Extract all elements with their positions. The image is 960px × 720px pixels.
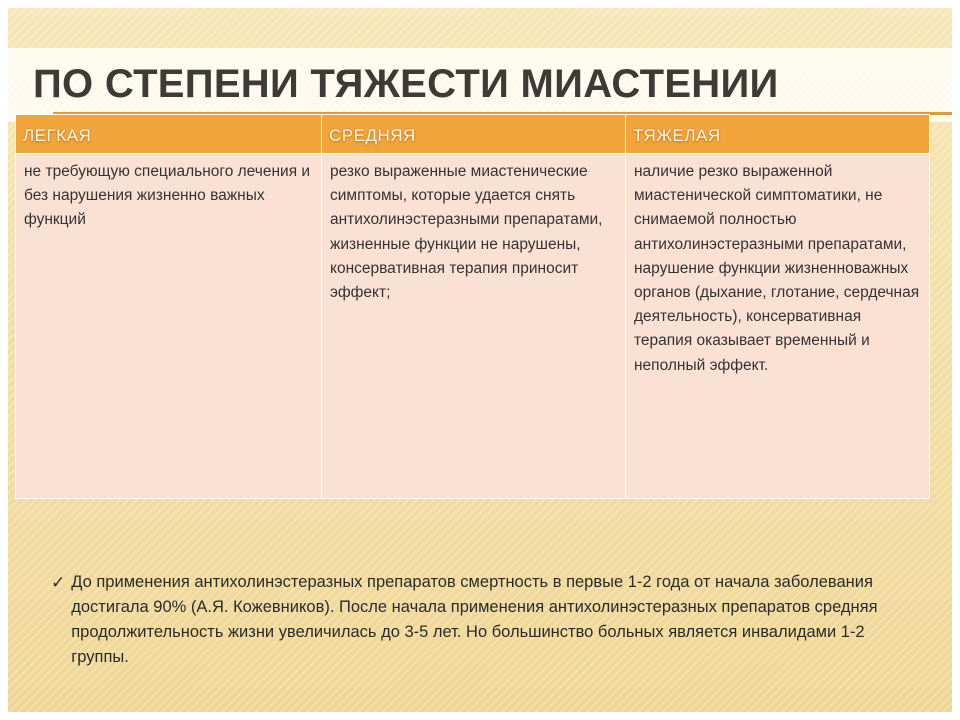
cell-moderate: резко выраженные миастенические симптомы, которые удается снять антихолинэстеразными препаратами, жизненные функции не нарушены, консервативная терапия приносит эффект;: [322, 154, 626, 499]
check-icon: ✓: [51, 573, 66, 592]
severity-table: [15, 114, 930, 499]
table-header-row: [16, 115, 930, 154]
header-severe: ТЯЖЕЛАЯ: [626, 115, 930, 154]
table-row: [16, 154, 930, 499]
cell-severe: наличие резко выраженной миастенической симптоматики, не снимаемой полностью антихолинэстеразными препаратами, нарушение функции жизненноважных органов (дыхание, глотание, сердечная деятельность), консервативная терапия оказывает временный и неполный эффект.: [626, 154, 930, 499]
slide-title: ПО СТЕПЕНИ ТЯЖЕСТИ МИАСТЕНИИ: [33, 62, 779, 106]
note-text: До применения антихолинэстеразных препаратов смертность в первые 1-2 года от начала заболевания достигала 90% (А.Я. Кожевников). После начала применения антихолинэстеразных препаратов средняя продолжительность жизни увеличилась до 3-5 лет. Но большинство больных является инвалидами 1-2 группы.: [71, 573, 878, 666]
header-moderate: СРЕДНЯЯ: [322, 115, 626, 154]
slide: [8, 8, 952, 712]
header-mild: ЛЕГКАЯ: [16, 115, 322, 154]
bullet-note: [51, 570, 911, 670]
cell-mild: не требующую специального лечения и без нарушения жизненно важных функций: [16, 154, 322, 499]
